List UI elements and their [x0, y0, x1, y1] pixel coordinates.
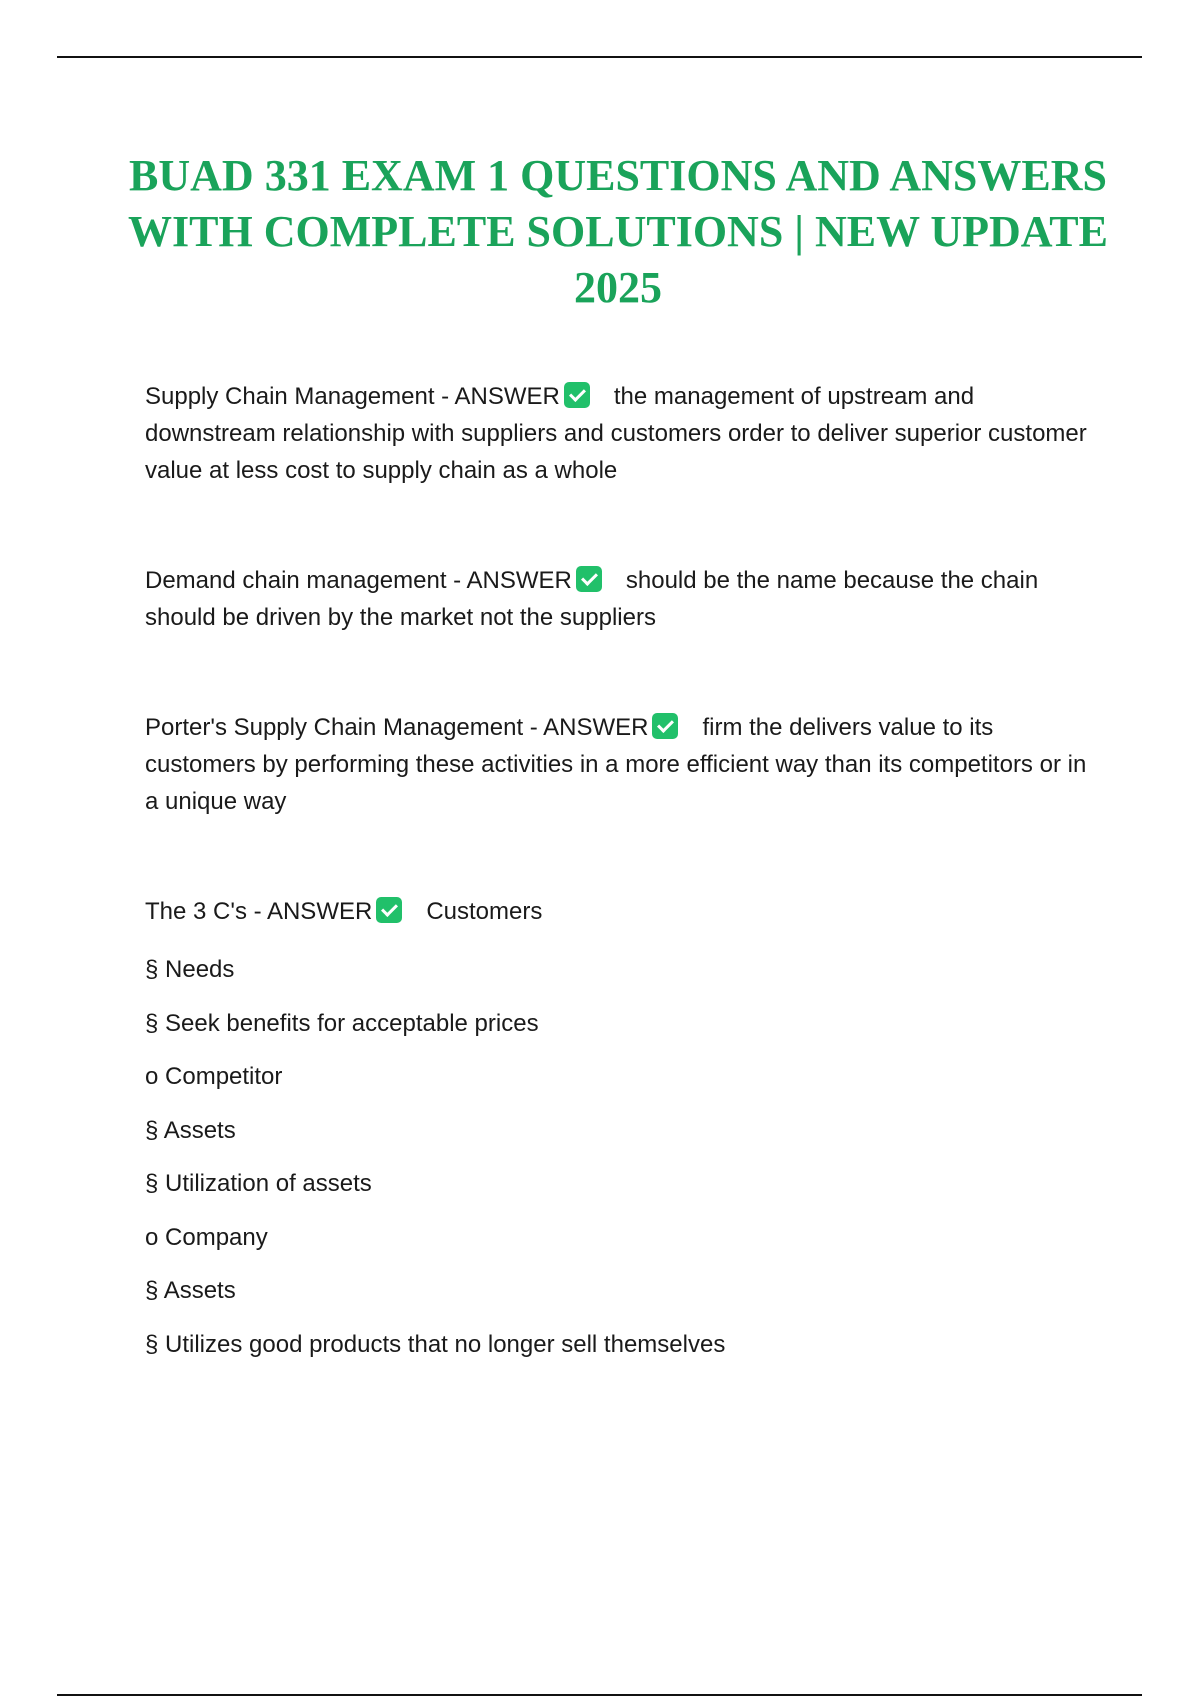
list-item: § Utilization of assets — [145, 1170, 372, 1197]
list-item: § Utilizes good products that no longer sell themselves — [145, 1330, 726, 1358]
qa-term: The 3 C's — [145, 898, 247, 925]
list-item: o Competitor — [145, 1063, 283, 1090]
qa-item-supply-chain-management: Supply Chain Management - ANSWER the management of upstream and downstream relationship with suppliers and customers order to deliver superior customer value at less cost to supply chain as a whole — [145, 383, 1087, 484]
page-title: BUAD 331 EXAM 1 QUESTIONS AND ANSWERS WITH COMPLETE SOLUTIONS | NEW UPDATE 2025 — [128, 151, 1108, 312]
qa-term: Demand chain management — [145, 567, 447, 594]
check-icon — [376, 897, 402, 923]
answer-marker: ANSWER — [466, 567, 572, 594]
qa-answer: firm the delivers value to its customers by performing these activities in a more efficient way than its competitors or in a unique way — [145, 714, 1087, 815]
check-icon — [652, 713, 678, 739]
list-item: § Assets — [145, 1116, 236, 1144]
qa-term: Supply Chain Management — [145, 383, 435, 410]
answer-marker: ANSWER — [454, 383, 560, 410]
qa-answer: Customers — [426, 898, 543, 925]
qa-term: Porter's Supply Chain Management — [145, 714, 524, 741]
list-item: § Assets — [145, 1277, 236, 1304]
bottom-rule — [57, 1694, 1142, 1696]
answer-marker: ANSWER — [543, 714, 649, 741]
list-item: o Company — [145, 1223, 268, 1251]
qa-item-three-cs: The 3 C's - ANSWER Customers § Needs § Seek benefits for acceptable prices o Competitor § Assets § Utilization of assets o Company § Assets § Utilizes good products that no longer sell themselves — [145, 893, 1105, 1371]
qa-content — [145, 378, 1105, 1371]
check-icon — [564, 382, 590, 408]
qa-item-demand-chain-management: Demand chain management - ANSWER should be the name because the chain should be driven by the market not the suppliers — [145, 567, 1039, 631]
answer-marker: ANSWER — [266, 898, 373, 925]
three-cs-list — [145, 943, 1105, 1371]
check-icon — [576, 566, 602, 592]
qa-answer: the management of upstream and downstream relationship with suppliers and customers order to deliver superior customer value at less cost to supply chain as a whole — [145, 383, 1087, 484]
list-item: § Needs — [145, 956, 235, 983]
qa-item-porters-supply-chain: Porter's Supply Chain Management - ANSWER firm the delivers value to its customers by performing these activities in a more efficient way than its competitors or in a unique way — [145, 714, 1087, 815]
top-rule — [57, 56, 1142, 58]
list-item: § Seek benefits for acceptable prices — [145, 1009, 539, 1037]
qa-answer: should be the name because the chain should be driven by the market not the suppliers — [145, 567, 1039, 631]
